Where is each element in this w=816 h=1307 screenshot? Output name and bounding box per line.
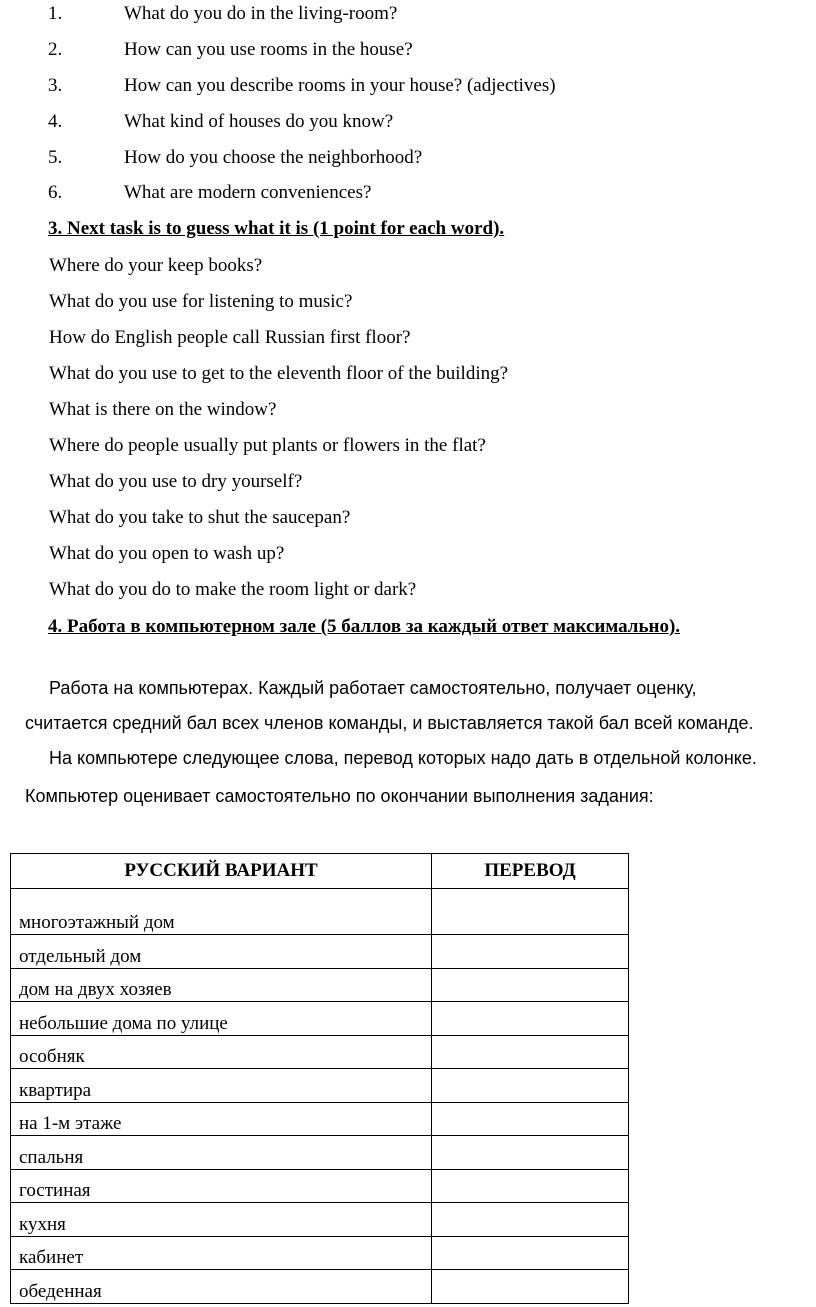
task3-question: What do you use to dry yourself?	[49, 471, 303, 492]
russian-word-cell: обеденная	[11, 1270, 432, 1304]
translation-cell[interactable]	[432, 889, 629, 935]
vocabulary-table	[10, 853, 629, 1304]
russian-word-cell: особняк	[11, 1035, 432, 1069]
question-text: How can you use rooms in the house?	[124, 39, 413, 60]
question-number: 6.	[48, 182, 63, 203]
question-text: What do you do in the living-room?	[124, 3, 398, 24]
translation-cell[interactable]	[432, 1136, 629, 1170]
task3-question: What do you open to wash up?	[49, 543, 285, 564]
translation-cell[interactable]	[432, 935, 629, 969]
russian-word-cell: отдельный дом	[11, 935, 432, 969]
table-row	[11, 1236, 629, 1270]
russian-word-cell: небольшие дома по улице	[11, 1002, 432, 1036]
column-header-translation: ПЕРЕВОД	[432, 854, 629, 889]
translation-cell[interactable]	[432, 1102, 629, 1136]
russian-word-cell: многоэтажный дом	[11, 889, 432, 935]
translation-cell[interactable]	[432, 1270, 629, 1304]
table-row	[11, 1102, 629, 1136]
task4-paragraph-line: Компьютер оценивает самостоятельно по окончании выполнения задания:	[25, 786, 654, 806]
question-text: How can you describe rooms in your house? (adjectives)	[124, 75, 556, 96]
table-row	[11, 935, 629, 969]
task3-question: What do you use for listening to music?	[49, 291, 353, 312]
russian-word-cell: кабинет	[11, 1236, 432, 1270]
table-row	[11, 1203, 629, 1237]
russian-word-cell: спальня	[11, 1136, 432, 1170]
translation-cell[interactable]	[432, 1236, 629, 1270]
russian-word-cell: гостиная	[11, 1169, 432, 1203]
task3-question: Where do your keep books?	[49, 255, 263, 276]
table-row	[11, 1002, 629, 1036]
russian-word-cell: квартира	[11, 1069, 432, 1103]
table-row	[11, 1136, 629, 1170]
question-number: 2.	[48, 39, 63, 60]
table-row	[11, 968, 629, 1002]
task3-question: What do you take to shut the saucepan?	[49, 507, 351, 528]
question-number: 1.	[48, 3, 63, 24]
russian-word-cell: дом на двух хозяев	[11, 968, 432, 1002]
question-number: 4.	[48, 111, 63, 132]
table-row	[11, 1270, 629, 1304]
task4-paragraph-line: Работа на компьютерах. Каждый работает самостоятельно, получает оценку,	[49, 678, 697, 698]
task3-question: What is there on the window?	[49, 399, 277, 420]
task3-question: What do you use to get to the eleventh floor of the building?	[49, 363, 509, 384]
task4-paragraph-line: считается средний бал всех членов команды, и выставляется такой бал всей команде.	[25, 713, 754, 733]
question-text: What kind of houses do you know?	[124, 111, 394, 132]
question-number: 5.	[48, 147, 63, 168]
task3-question: What do you do to make the room light or dark?	[49, 579, 417, 600]
translation-cell[interactable]	[432, 1035, 629, 1069]
task4-heading: 4. Работа в компьютерном зале (5 баллов за каждый ответ максимально).	[48, 616, 681, 637]
question-text: How do you choose the neighborhood?	[124, 147, 423, 168]
table-row	[11, 1069, 629, 1103]
column-header-russian: РУССКИЙ ВАРИАНТ	[11, 854, 432, 889]
task3-heading: 3. Next task is to guess what it is (1 point for each word).	[48, 218, 505, 239]
question-text: What are modern conveniences?	[124, 182, 372, 203]
table-row	[11, 1169, 629, 1203]
russian-word-cell: на 1-м этаже	[11, 1102, 432, 1136]
task4-paragraph-line: На компьютере следующее слова, перевод которых надо дать в отдельной колонке.	[49, 748, 757, 768]
translation-cell[interactable]	[432, 1203, 629, 1237]
table-row	[11, 889, 629, 935]
russian-word-cell: кухня	[11, 1203, 432, 1237]
task3-question: How do English people call Russian first floor?	[49, 327, 411, 348]
question-number: 3.	[48, 75, 63, 96]
translation-cell[interactable]	[432, 1002, 629, 1036]
table-row	[11, 1035, 629, 1069]
translation-cell[interactable]	[432, 968, 629, 1002]
translation-cell[interactable]	[432, 1169, 629, 1203]
task3-question: Where do people usually put plants or flowers in the flat?	[49, 435, 486, 456]
translation-cell[interactable]	[432, 1069, 629, 1103]
table-header-row	[11, 854, 629, 889]
